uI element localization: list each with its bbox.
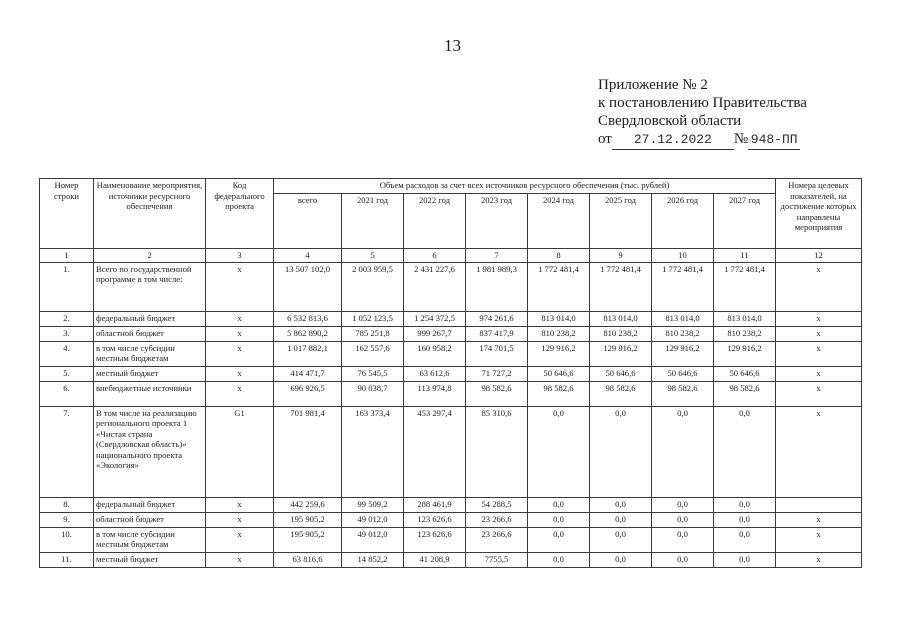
row-value-cell: 63 816,6 — [274, 552, 342, 567]
row-value-cell: 129 916,2 — [714, 341, 776, 366]
row-value-cell: 76 545,5 — [342, 366, 404, 381]
resolution-number: 948-ПП — [748, 131, 800, 150]
row-code-cell: х — [206, 527, 274, 552]
row-code-cell: х — [206, 341, 274, 366]
row-value-cell: 0,0 — [652, 512, 714, 527]
row-value-cell: 1 254 372,5 — [404, 311, 466, 326]
row-value-cell: 0,0 — [528, 406, 590, 497]
row-value-cell: 162 557,6 — [342, 341, 404, 366]
row-value-cell: 49 012,0 — [342, 527, 404, 552]
row-value-cell: 0,0 — [652, 552, 714, 567]
row-number-cell: 1. — [40, 262, 94, 311]
row-indicator-cell: х — [776, 381, 862, 406]
appendix-resolution: к постановлению Правительства — [598, 95, 807, 111]
row-value-cell: 0,0 — [590, 552, 652, 567]
header-year-2021: 2021 год — [342, 194, 404, 249]
row-number-cell: 3. — [40, 326, 94, 341]
row-value-cell: 0,0 — [590, 512, 652, 527]
row-value-cell: 1 772 481,4 — [528, 262, 590, 311]
row-name-cell: областной бюджет — [94, 326, 206, 341]
row-code-cell: х — [206, 326, 274, 341]
row-value-cell: 0,0 — [528, 512, 590, 527]
row-value-cell: 49 012,0 — [342, 512, 404, 527]
row-value-cell: 13 507 102,0 — [274, 262, 342, 311]
row-value-cell: 810 238,2 — [714, 326, 776, 341]
row-code-cell: х — [206, 497, 274, 512]
row-value-cell: 113 974,8 — [404, 381, 466, 406]
row-value-cell: 50 646,6 — [590, 366, 652, 381]
row-value-cell: 63 612,6 — [404, 366, 466, 381]
header-event-name: Наименование мероприятия, источники ресурсного обеспечения — [94, 179, 206, 249]
row-name-cell: федеральный бюджет — [94, 497, 206, 512]
header-year-2027: 2027 год — [714, 194, 776, 249]
row-value-cell: 999 267,7 — [404, 326, 466, 341]
header-year-2024: 2024 год — [528, 194, 590, 249]
row-code-cell: х — [206, 512, 274, 527]
row-value-cell: 129 916,2 — [652, 341, 714, 366]
column-number: 1 — [40, 249, 94, 263]
header-indicators: Номера целевых показателей, на достижение которых направлены мероприятия — [776, 179, 862, 249]
table-row — [40, 326, 862, 341]
expense-table — [39, 178, 862, 568]
row-value-cell: 0,0 — [590, 406, 652, 497]
row-name-cell: в том числе субсидии местным бюджетам — [94, 341, 206, 366]
page-number: 13 — [444, 36, 461, 55]
row-value-cell: 1 772 481,4 — [590, 262, 652, 311]
row-indicator-cell: х — [776, 406, 862, 497]
row-value-cell: 0,0 — [714, 527, 776, 552]
column-number: 6 — [404, 249, 466, 263]
row-value-cell: 0,0 — [714, 406, 776, 497]
row-name-cell: в том числе субсидии местным бюджетам — [94, 527, 206, 552]
table-body — [40, 262, 862, 567]
number-prefix: № — [733, 131, 749, 147]
row-value-cell: 0,0 — [714, 512, 776, 527]
row-value-cell: 813 014,0 — [652, 311, 714, 326]
row-value-cell: 1 772 481,4 — [652, 262, 714, 311]
row-value-cell: 98 582,6 — [652, 381, 714, 406]
table-row — [40, 497, 862, 512]
table-row — [40, 406, 862, 497]
column-number: 4 — [274, 249, 342, 263]
row-name-cell: областной бюджет — [94, 512, 206, 527]
row-value-cell: 0,0 — [652, 406, 714, 497]
row-value-cell: 0,0 — [590, 527, 652, 552]
column-number-row — [40, 249, 862, 263]
row-indicator-cell: х — [776, 366, 862, 381]
date-prefix: от — [598, 131, 612, 147]
row-value-cell: 0,0 — [652, 527, 714, 552]
header-federal-code: Код федерального проекта — [206, 179, 274, 249]
row-number-cell: 7. — [40, 406, 94, 497]
table-row — [40, 527, 862, 552]
row-indicator-cell: х — [776, 527, 862, 552]
table-row — [40, 341, 862, 366]
row-value-cell: 0,0 — [528, 497, 590, 512]
row-indicator-cell: х — [776, 552, 862, 567]
row-value-cell: 41 208,9 — [404, 552, 466, 567]
row-value-cell: 14 852,2 — [342, 552, 404, 567]
row-name-cell: местный бюджет — [94, 366, 206, 381]
row-value-cell: 0,0 — [528, 527, 590, 552]
row-value-cell: 785 251,8 — [342, 326, 404, 341]
column-number: 11 — [714, 249, 776, 263]
column-number: 10 — [652, 249, 714, 263]
row-value-cell: 5 862 890,2 — [274, 326, 342, 341]
appendix-region: Свердловской области — [598, 113, 742, 129]
row-number-cell: 5. — [40, 366, 94, 381]
row-value-cell: 163 373,4 — [342, 406, 404, 497]
row-value-cell: 2 431 227,6 — [404, 262, 466, 311]
table-row — [40, 512, 862, 527]
row-number-cell: 9. — [40, 512, 94, 527]
row-code-cell: х — [206, 262, 274, 311]
row-value-cell: 71 727,2 — [466, 366, 528, 381]
row-number-cell: 6. — [40, 381, 94, 406]
row-code-cell: х — [206, 366, 274, 381]
row-number-cell: 11. — [40, 552, 94, 567]
row-value-cell: 0,0 — [590, 497, 652, 512]
row-value-cell: 174 701,5 — [466, 341, 528, 366]
row-value-cell: 0,0 — [714, 497, 776, 512]
row-indicator-cell: х — [776, 512, 862, 527]
resolution-date: 27.12.2022 — [612, 131, 734, 150]
column-number: 9 — [590, 249, 652, 263]
table-row — [40, 381, 862, 406]
row-value-cell: 195 905,2 — [274, 527, 342, 552]
row-code-cell: х — [206, 311, 274, 326]
table-row — [40, 366, 862, 381]
header-year-2022: 2022 год — [404, 194, 466, 249]
row-value-cell: 813 014,0 — [714, 311, 776, 326]
row-value-cell: 98 582,6 — [590, 381, 652, 406]
table-header-row — [40, 179, 862, 194]
row-code-cell: х — [206, 552, 274, 567]
row-value-cell: 0,0 — [714, 552, 776, 567]
row-value-cell: 6 532 813,6 — [274, 311, 342, 326]
row-indicator-cell: х — [776, 326, 862, 341]
row-indicator-cell: х — [776, 262, 862, 311]
row-number-cell: 10. — [40, 527, 94, 552]
appendix-title: Приложение № 2 — [598, 77, 708, 93]
column-number: 7 — [466, 249, 528, 263]
row-name-cell: Всего по государственной программе в том числе: — [94, 262, 206, 311]
row-indicator-cell — [776, 497, 862, 512]
row-value-cell: 288 461,9 — [404, 497, 466, 512]
row-value-cell: 85 310,6 — [466, 406, 528, 497]
row-value-cell: 810 238,2 — [590, 326, 652, 341]
header-expense-group: Объем расходов за счет всех источников ресурсного обеспечения (тыс. рублей) — [274, 179, 776, 194]
row-value-cell: 974 261,6 — [466, 311, 528, 326]
header-year-2023: 2023 год — [466, 194, 528, 249]
appendix-signature-line — [598, 130, 807, 150]
column-number: 3 — [206, 249, 274, 263]
row-value-cell: 0,0 — [652, 497, 714, 512]
row-value-cell: 99 509,2 — [342, 497, 404, 512]
row-value-cell: 129 916,2 — [528, 341, 590, 366]
row-indicator-cell: х — [776, 311, 862, 326]
header-year-total: всего — [274, 194, 342, 249]
row-code-cell: G1 — [206, 406, 274, 497]
row-value-cell: 2 003 959,5 — [342, 262, 404, 311]
row-value-cell: 442 259,6 — [274, 497, 342, 512]
table-row — [40, 552, 862, 567]
row-name-cell: федеральный бюджет — [94, 311, 206, 326]
header-row-number: Номер строки — [40, 179, 94, 249]
row-value-cell: 837 417,9 — [466, 326, 528, 341]
row-value-cell: 98 582,6 — [528, 381, 590, 406]
column-number: 8 — [528, 249, 590, 263]
row-value-cell: 50 646,6 — [652, 366, 714, 381]
column-number: 5 — [342, 249, 404, 263]
row-number-cell: 2. — [40, 311, 94, 326]
row-value-cell: 813 014,0 — [528, 311, 590, 326]
row-value-cell: 50 646,6 — [714, 366, 776, 381]
row-code-cell: х — [206, 381, 274, 406]
row-name-cell: местный бюджет — [94, 552, 206, 567]
row-value-cell: 0,0 — [528, 552, 590, 567]
row-value-cell: 414 471,7 — [274, 366, 342, 381]
row-value-cell: 7755,5 — [466, 552, 528, 567]
row-name-cell: внебюджетные источники — [94, 381, 206, 406]
row-name-cell: В том числе на реализацию регионального проекта 1 «Чистая страна (Свердловская область)» национального проекта «Экология» — [94, 406, 206, 497]
row-value-cell: 54 288,5 — [466, 497, 528, 512]
row-value-cell: 98 582,6 — [466, 381, 528, 406]
row-value-cell: 1 772 481,4 — [714, 262, 776, 311]
row-value-cell: 195 905,2 — [274, 512, 342, 527]
row-value-cell: 1 981 989,3 — [466, 262, 528, 311]
row-value-cell: 90 038,7 — [342, 381, 404, 406]
appendix-block — [598, 76, 807, 150]
row-value-cell: 50 646,6 — [528, 366, 590, 381]
column-number: 12 — [776, 249, 862, 263]
row-value-cell: 160 958,2 — [404, 341, 466, 366]
row-value-cell: 701 981,4 — [274, 406, 342, 497]
row-value-cell: 23 266,6 — [466, 512, 528, 527]
table-row — [40, 311, 862, 326]
header-year-2026: 2026 год — [652, 194, 714, 249]
column-number: 2 — [94, 249, 206, 263]
row-value-cell: 813 014,0 — [590, 311, 652, 326]
row-value-cell: 123 626,6 — [404, 512, 466, 527]
row-number-cell: 8. — [40, 497, 94, 512]
row-number-cell: 4. — [40, 341, 94, 366]
row-value-cell: 696 926,5 — [274, 381, 342, 406]
row-value-cell: 1 017 882,1 — [274, 341, 342, 366]
header-year-2025: 2025 год — [590, 194, 652, 249]
row-value-cell: 1 052 123,5 — [342, 311, 404, 326]
row-value-cell: 23 266,6 — [466, 527, 528, 552]
row-value-cell: 810 238,2 — [528, 326, 590, 341]
row-value-cell: 810 238,2 — [652, 326, 714, 341]
row-indicator-cell: х — [776, 341, 862, 366]
row-value-cell: 129 916,2 — [590, 341, 652, 366]
row-value-cell: 453 297,4 — [404, 406, 466, 497]
row-value-cell: 123 626,6 — [404, 527, 466, 552]
table-row — [40, 262, 862, 311]
row-value-cell: 98 582,6 — [714, 381, 776, 406]
